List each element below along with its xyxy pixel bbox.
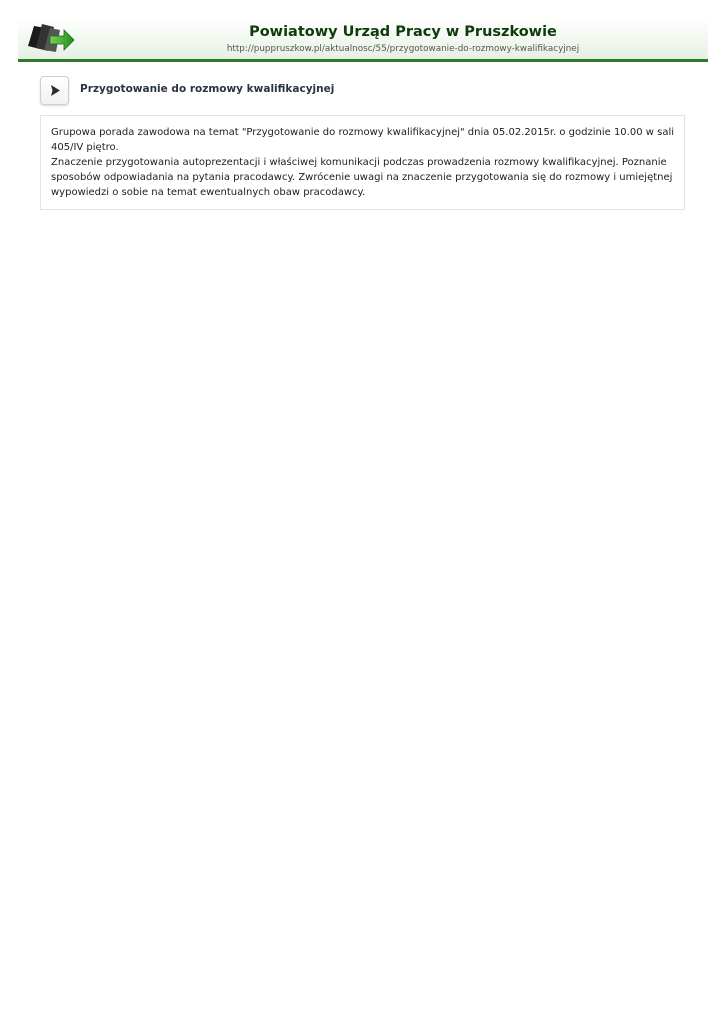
green-arrow-logo-icon	[26, 22, 76, 54]
article-title: Przygotowanie do rozmowy kwalifikacyjnej	[80, 83, 335, 95]
article-paragraph: Grupowa porada zawodowa na temat "Przygotowanie do rozmowy kwalifikacyjnej" dnia 05.02.2015r. o godzinie 10.00 w sali 405/IV piętro.	[51, 127, 675, 153]
article-paragraph: Znaczenie przygotowania autoprezentacji i właściwej komunikacji podczas prowadzenia rozmowy kwalifikacyjnej. Poznanie sposobów odpowiadania na pytania pracodawcy. Zwrócenie uwagi na znaczenie przygotowania się do rozmowy i umiejętnej wypowiedzi o sobie na temat ewentualnych obaw pracodawcy.	[51, 157, 673, 198]
page-header	[18, 18, 708, 62]
site-url: http://puppruszkow.pl/aktualnosc/55/przygotowanie-do-rozmowy-kwalifikacyjnej	[226, 44, 580, 54]
article-content	[40, 115, 685, 210]
article-bullet	[40, 76, 69, 105]
site-title: Powiatowy Urząd Pracy w Pruszkowie	[249, 24, 557, 40]
